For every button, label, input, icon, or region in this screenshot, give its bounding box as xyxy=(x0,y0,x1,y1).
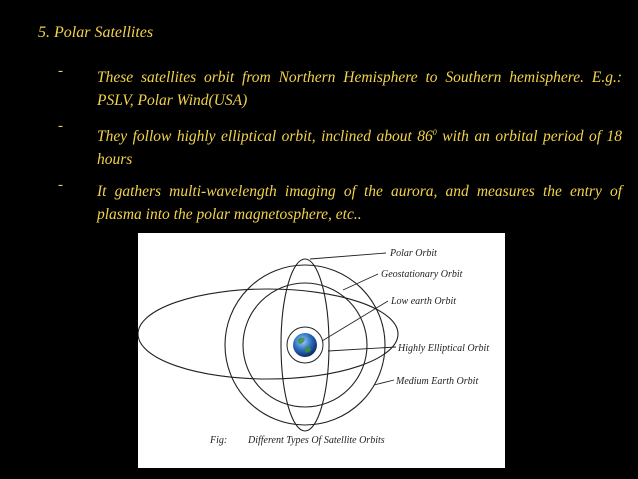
bullet-marker: - xyxy=(58,63,63,79)
bullet-item xyxy=(58,63,622,112)
bullet-list xyxy=(58,63,622,235)
orbit-diagram xyxy=(138,233,505,468)
bullet-item xyxy=(58,177,622,226)
slide-heading: 5. Polar Satellites xyxy=(38,24,154,41)
label-geostationary-orbit: Geostationary Orbit xyxy=(381,269,463,280)
figure-caption-prefix: Fig: xyxy=(210,435,228,446)
bullet-item xyxy=(58,118,622,171)
label-polar-orbit: Polar Orbit xyxy=(390,248,437,259)
bullet-text-part: They follow highly elliptical orbit, inclined about 86 xyxy=(97,128,433,146)
bullet-marker: - xyxy=(58,177,63,194)
bullet-text-part: with an orbital period of 18 hours xyxy=(97,128,622,169)
bullet-text xyxy=(97,121,622,171)
orbit-diagram-svg xyxy=(138,233,505,468)
bullet-text: It gathers multi-wavelength imaging of the aurora, and measures the entry of plasma into the polar magnetosphere, etc.. xyxy=(97,183,622,224)
highly-elliptical-orbit xyxy=(138,289,398,379)
bullet-marker: - xyxy=(58,118,63,134)
label-highly-elliptical-orbit: Highly Elliptical Orbit xyxy=(398,343,490,354)
earth-globe-icon xyxy=(293,333,317,357)
label-medium-earth-orbit: Medium Earth Orbit xyxy=(396,376,479,387)
degree-superscript: 0 xyxy=(432,128,437,137)
bullet-text: These satellites orbit from Northern Hemisphere to Southern hemisphere. E.g.: PSLV, Polar Wind(USA) xyxy=(97,69,622,109)
label-low-earth-orbit: Low earth Orbit xyxy=(391,296,457,307)
figure-caption: Different Types Of Satellite Orbits xyxy=(248,435,385,446)
